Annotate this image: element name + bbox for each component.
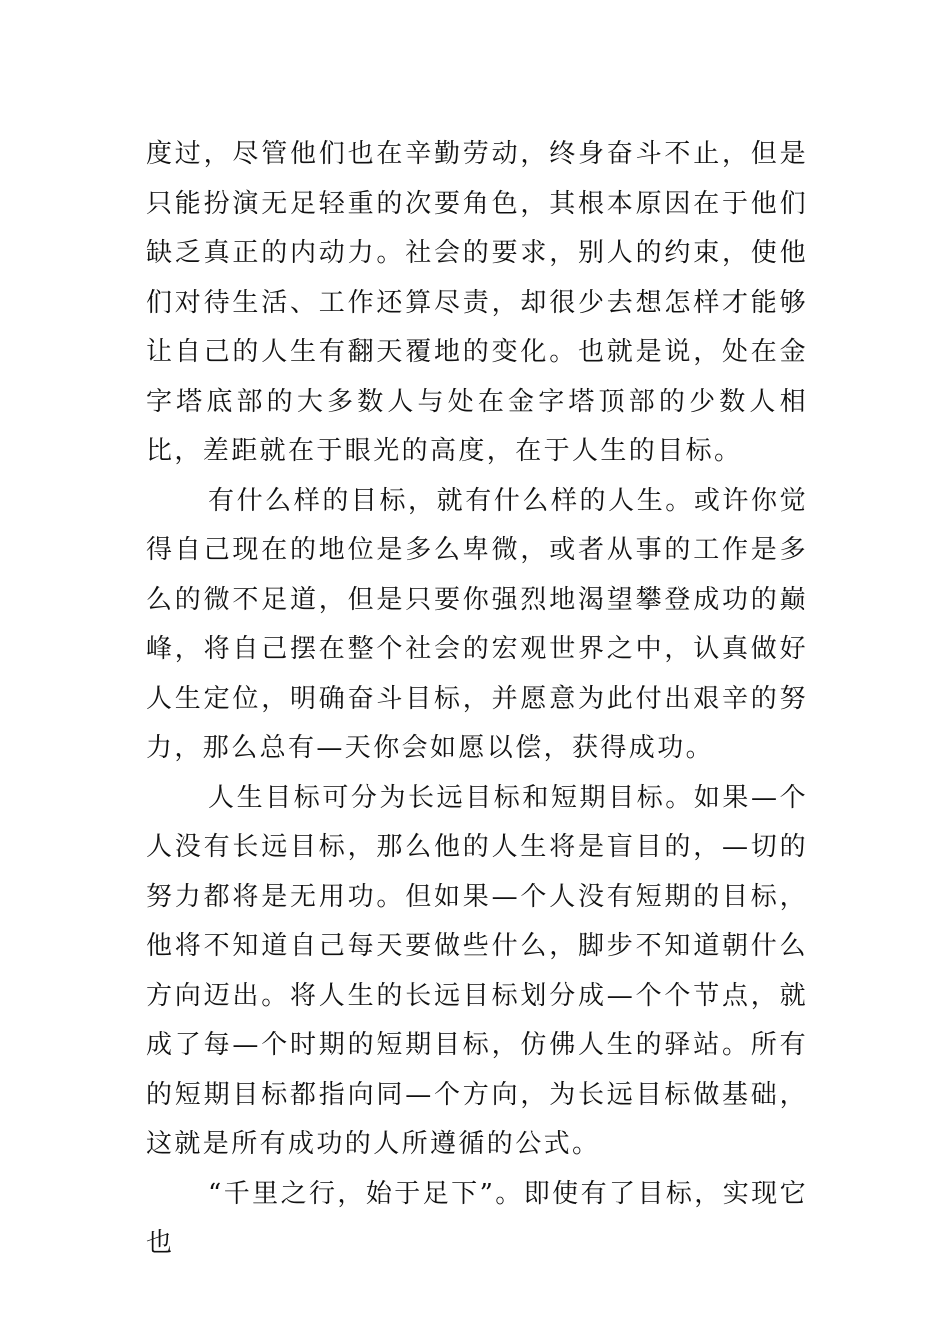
paragraph-goals-and-life: 有什么样的目标，就有什么样的人生。或许你觉得自己现在的地位是多么卑微，或者从事的工作是多么的微不足道，但是只要你强烈地渴望攀登成功的巅峰，将自己摆在整个社会的宏观世界之中，认真做好人生定位，明确奋斗目标，并愿意为此付出艰辛的努力，那么总有—天你会如愿以偿，获得成功。	[146, 485, 808, 763]
document-body	[146, 130, 808, 1269]
paragraph-long-short-term-goals: 人生目标可分为长远目标和短期目标。如果—个人没有长远目标，那么他的人生将是盲目的，—切的努力都将是无用功。但如果—个人没有短期的目标，他将不知道自己每天要做些什么，脚步不知道朝什么方向迈出。将人生的长远目标划分成—个个节点，就成了每—个时期的短期目标，仿佛人生的驿站。所有的短期目标都指向同—个方向，为长远目标做基础，这就是所有成功的人所遵循的公式。	[146, 782, 808, 1159]
paragraph-thousand-mile-journey: “千里之行，始于足下”。即使有了目标，实现它也	[146, 1178, 808, 1258]
paragraph-continuation: 度过，尽管他们也在辛勤劳动，终身奋斗不止，但是只能扮演无足轻重的次要角色，其根本原因在于他们缺乏真正的内动力。社会的要求，别人的约束，使他们对待生活、工作还算尽责，却很少去想怎样才能够让自己的人生有翻天覆地的变化。也就是说，处在金字塔底部的大多数人与处在金字塔顶部的少数人相比，差距就在于眼光的高度，在于人生的目标。	[146, 139, 808, 466]
